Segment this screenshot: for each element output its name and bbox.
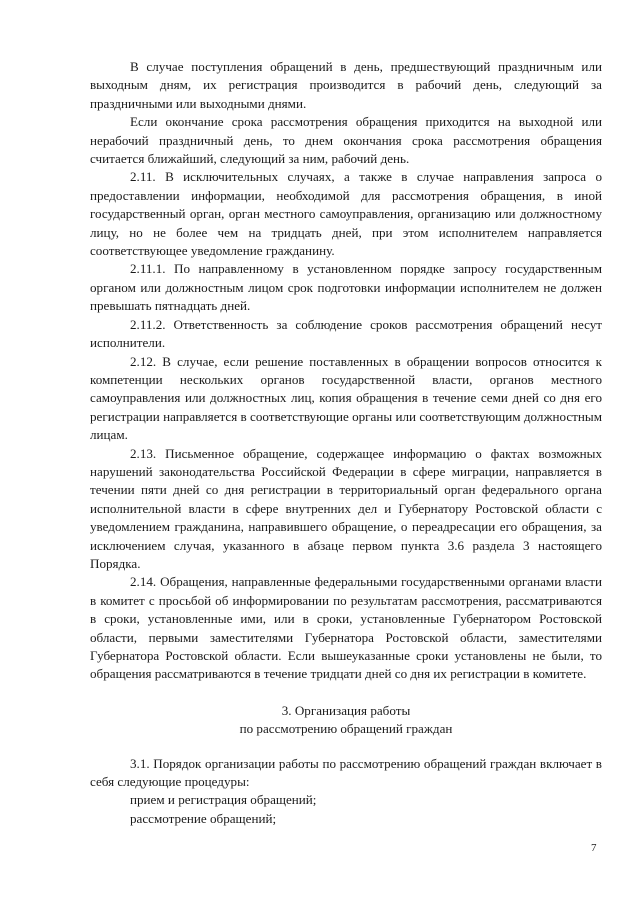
paragraph-2-11-1: 2.11.1. По направленному в установленном порядке запросу государственным органом или должностным лицом срок подготовки информации исполнителем не должен превышать пятнадцать дней. bbox=[90, 261, 602, 314]
paragraph-2-12: 2.12. В случае, если решение поставленных в обращении вопросов относится к компетенции нескольких органов государственной власти, органов местного самоуправления или должностных лиц, копия обращения в течение семи дней со дня его регистрации направляется в соответствующие органы или соответствующим должностным лицам. bbox=[90, 353, 602, 443]
spacer bbox=[90, 739, 602, 755]
paragraph-2-13: 2.13. Письменное обращение, содержащее информацию о фактах возможных нарушений законодательства Российской Федерации в сфере миграции, направляется в течении пяти дней со дня регистрации в территориальный орган федерального органа исполнительной власти в сфере внутренних дел и Губернатору Ростовской области с уведомлением гражданина, направившего обращение, о переадресации его обращения, за исключением случая, указанного в абзаце первом пункта 3.6 раздела 3 настоящего Порядка. bbox=[90, 445, 602, 571]
document-body bbox=[90, 58, 602, 828]
section-heading-line-2: по рассмотрению обращений граждан bbox=[239, 721, 453, 737]
paragraph-2-11-2: 2.11.2. Ответственность за соблюдение сроков рассмотрения обращений несут исполнители. bbox=[90, 316, 602, 351]
paragraph: Если окончание срока рассмотрения обращения приходится на выходной или нерабочий праздничный день, то днем окончания срока рассмотрения обращения считается ближайший, следующий за ним, рабочий день. bbox=[90, 114, 602, 167]
page-number: 7 bbox=[591, 842, 597, 854]
section-heading bbox=[90, 702, 602, 739]
section-heading-line-1: 3. Организация работы bbox=[281, 702, 411, 718]
paragraph-2-11: 2.11. В исключительных случаях, а также в случае направления запроса о предоставлении информации, необходимой для рассмотрения обращения, в иной государственный орган, орган местного самоуправления, организацию или должностному лицу, но не более чем на тридцать дней, при этом исполнителем направляется соответствующее уведомление гражданину. bbox=[90, 169, 602, 259]
list-item: рассмотрение обращений; bbox=[130, 810, 277, 826]
list-item: прием и регистрация обращений; bbox=[130, 792, 317, 808]
spacer bbox=[90, 684, 602, 702]
paragraph: В случае поступления обращений в день, предшествующий праздничным или выходным дням, их регистрация производится в рабочий день, следующий за праздничными или выходными днями. bbox=[90, 59, 602, 111]
paragraph-3-1: 3.1. Порядок организации работы по рассмотрению обращений граждан включает в себя следующие процедуры: bbox=[90, 755, 602, 790]
paragraph-2-14: 2.14. Обращения, направленные федеральными государственными органами власти в комитет с просьбой об информировании по результатам рассмотрения, рассматриваются в сроки, установленные ими, или в сроки, установленные Губернатором Ростовской области, первыми заместителями Губернатора Ростовской области, заместителями Губернатора Ростовской области. Если вышеуказанные сроки установлены не были, то обращения рассматриваются в течение тридцати дней со дня их регистрации в комитете. bbox=[90, 574, 602, 682]
